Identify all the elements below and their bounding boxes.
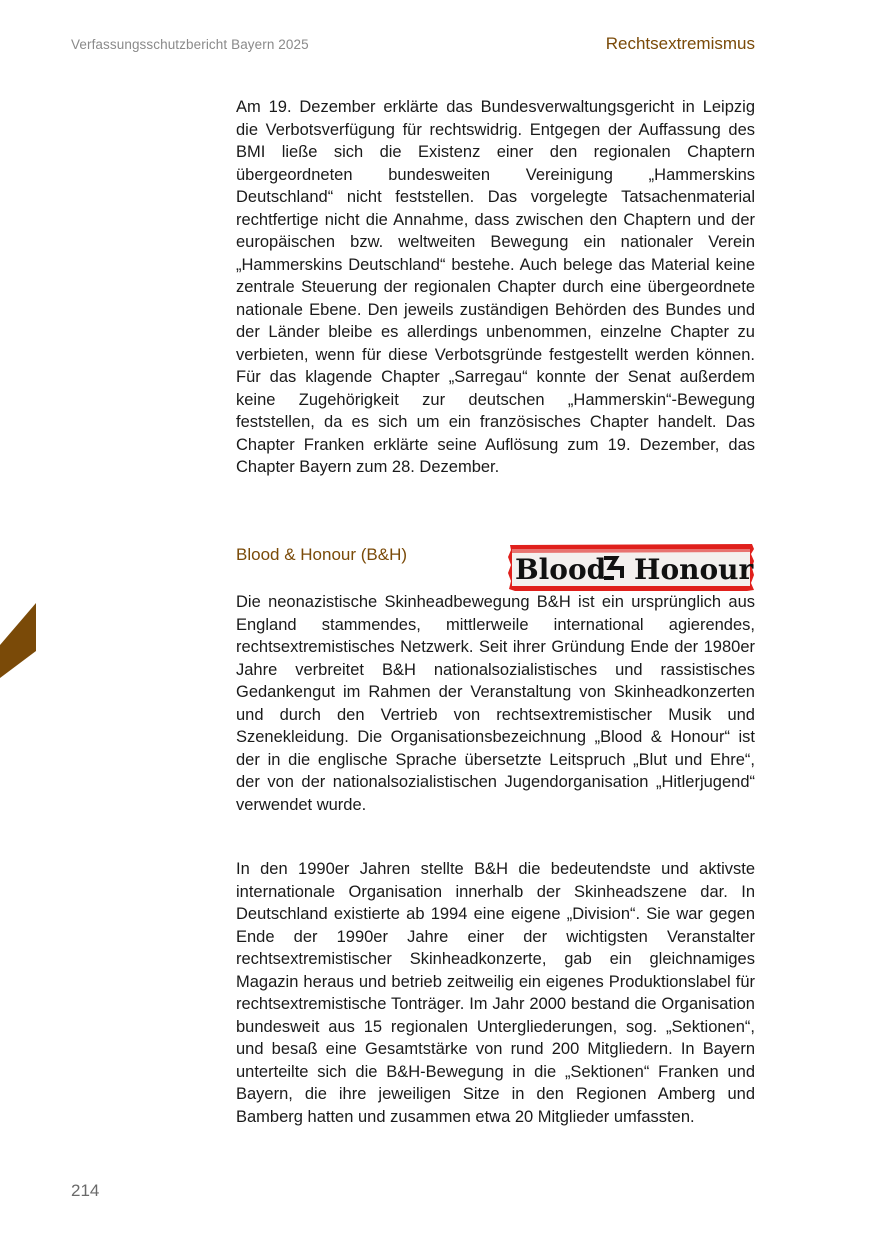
paragraph-text: In den 1990er Jahren stellte B&H die bedeutendste und aktivste internationale Organisation innerhalb der Skinheadszene dar. In Deutschland existierte ab 1994 eine eigene „Division“. Sie war gegen Ende der 1990er Jahre einer der wichtigsten Veranstalter rechtsextremistischer Skinheadkonzerte, gab ein gleichnamiges Magazin heraus und betrieb zeitweilig ein eigenes Produktionslabel für rechtsextremistische Tonträger. Im Jahr 2000 bestand die Organisation bundesweit aus 15 regionalen Untergliederungen, sog. „Sektionen“, und besaß eine Gesamtstärke von rund 200 Mitgliedern. In Bayern unterteilte sich die B&H-Bewegung in die „Sektionen“ Franken und Bayern, die ihre jeweiligen Sitze in den Regionen Amberg und Bamberg hatten und zusammen etwa 20 Mitglieder umfassten. — [236, 860, 755, 1126]
page-number: 214 — [71, 1181, 100, 1200]
logo-text-honour: Honour — [634, 553, 754, 586]
logo-text-blood: Blood — [515, 553, 607, 586]
logo-image — [507, 543, 755, 592]
paragraph-text: Die neonazistische Skinheadbewegung B&H ist ein ursprünglich aus England stammendes, mittlerweile international agierendes, rechtsextremistisches Netzwerk. Seit ihrer Gründung Ende der 1980er Jahre verbreitet B&H nationalsozialistisches und rassistisches Gedankengut im Rahmen der Veranstaltung von Skinheadkonzerten und durch den Vertrieb von rechtsextremistischer Musik und Szenekleidung. Die Organisationsbezeichnung „Blood & Honour“ ist der in die englische Sprache übersetzte Leitspruch „Blut und Ehre“, der von der nationalsozialistischen Jugendorganisation „Hitlerjugend“ verwendet wurde. — [236, 593, 755, 814]
blood-and-honour-logo — [507, 543, 755, 592]
running-header-section: Rechtsextremismus — [605, 34, 755, 53]
running-header-publication: Verfassungsschutzbericht Bayern 2025 — [71, 37, 309, 52]
chapter-side-tab — [0, 603, 36, 678]
paragraph-text: Am 19. Dezember erklärte das Bundesverwaltungsgericht in Leipzig die Verbotsverfügung für rechtswidrig. Entgegen der Auffassung des BMI ließe sich die Existenz einer den regionalen Chaptern übergeordneten bundesweiten Vereinigung „Hammerskins Deutschland“ nicht feststellen. Das vorgelegte Tatsachenmaterial rechtfertige nicht die Annahme, dass zwischen den Chaptern und der europäischen bzw. weltweiten Bewegung ein nationaler Verein „Hammerskins Deutschland“ bestehe. Auch belege das Material keine zentrale Steuerung der regionalen Chapter durch eine übergeordnete nationale Ebene. Den jeweils zuständigen Behörden des Bundes und der Länder bleibe es allerdings unbenommen, einzelne Chapter zu verbieten, wenn für diese Verbotsgründe festgestellt werden können. Für das klagende Chapter „Sarregau“ konnte der Senat außerdem keine Zugehörigkeit zur deutschen „Hammerskin“-Bewegung feststellen, da es sich um ein französisches Chapter handelt. Das Chapter Franken erklärte seine Auflösung zum 19. Dezember, das Chapter Bayern zum 28. Dezember. — [236, 98, 755, 476]
body-paragraph — [236, 96, 755, 479]
section-heading: Blood & Honour (B&H) — [236, 545, 408, 564]
body-paragraph — [236, 591, 755, 816]
body-paragraph — [236, 858, 755, 1128]
